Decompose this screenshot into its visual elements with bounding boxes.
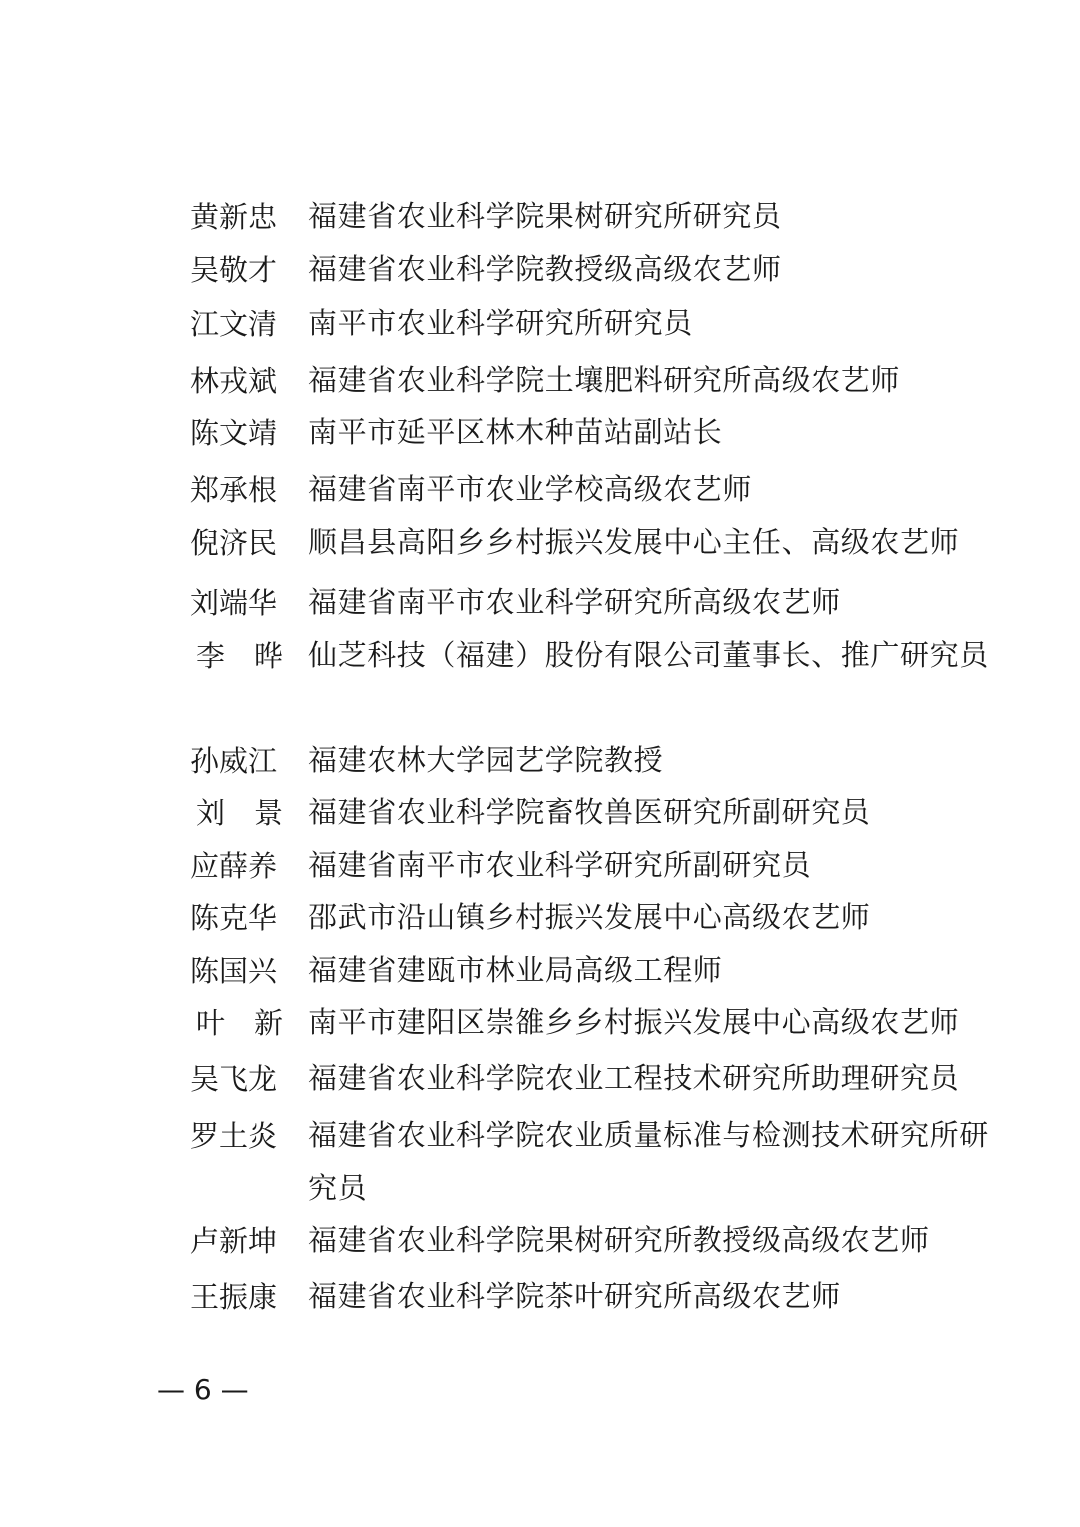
list-item <box>0 846 1080 886</box>
person-name: 王振康 <box>190 1280 278 1314</box>
list-item <box>0 741 1080 781</box>
person-title: 福建省农业科学院土壤肥料研究所高级农艺师 <box>308 363 901 397</box>
person-name: 陈国兴 <box>190 954 278 988</box>
list-item <box>0 413 1080 453</box>
person-name: 江文清 <box>190 307 278 341</box>
list-item <box>0 583 1080 623</box>
person-title: 福建省农业科学院果树研究所教授级高级农艺师 <box>308 1223 930 1257</box>
person-title: 南平市农业科学研究所研究员 <box>308 306 693 340</box>
person-name: 吴飞龙 <box>190 1062 278 1096</box>
person-name: 黄新忠 <box>190 200 278 234</box>
list-item <box>0 793 1080 833</box>
list-item <box>0 898 1080 938</box>
list-item <box>0 361 1080 401</box>
person-title: 福建省南平市农业学校高级农艺师 <box>308 472 753 506</box>
person-name: 叶 新 <box>196 1006 284 1040</box>
list-item <box>0 1116 1080 1205</box>
person-name: 吴敬才 <box>190 253 278 287</box>
person-name: 李 晔 <box>196 639 284 673</box>
list-item <box>0 250 1080 290</box>
person-title: 福建省南平市农业科学研究所副研究员 <box>308 848 812 882</box>
person-name: 陈文靖 <box>190 416 278 450</box>
list-item <box>0 470 1080 510</box>
list-item <box>0 197 1080 237</box>
person-name: 刘端华 <box>190 586 278 620</box>
page-number: — 6 — <box>157 1373 249 1406</box>
list-item <box>0 523 1080 563</box>
list-item <box>0 951 1080 991</box>
person-title: 仙芝科技（福建）股份有限公司董事长、推广研究员 <box>308 638 989 672</box>
list-item <box>0 636 1080 676</box>
person-title: 福建省农业科学院农业质量标准与检测技术研究所研究员 <box>308 1118 989 1205</box>
person-title: 南平市延平区林木种苗站副站长 <box>308 415 723 449</box>
list-item <box>0 1277 1080 1317</box>
person-name: 刘 景 <box>196 796 284 830</box>
person-name: 倪济民 <box>190 526 278 560</box>
list-item <box>0 1059 1080 1099</box>
person-title: 邵武市沿山镇乡村振兴发展中心高级农艺师 <box>308 900 871 934</box>
person-title: 福建农林大学园艺学院教授 <box>308 743 664 777</box>
person-name: 郑承根 <box>190 473 278 507</box>
person-name: 卢新坤 <box>190 1224 278 1258</box>
person-name: 罗土炎 <box>190 1119 278 1153</box>
person-name: 应薛养 <box>190 849 278 883</box>
person-title: 顺昌县高阳乡乡村振兴发展中心主任、高级农艺师 <box>308 525 960 559</box>
person-title: 福建省建瓯市林业局高级工程师 <box>308 953 723 987</box>
person-title: 福建省农业科学院茶叶研究所高级农艺师 <box>308 1279 841 1313</box>
person-title: 福建省农业科学院教授级高级农艺师 <box>308 252 782 286</box>
person-name: 陈克华 <box>190 901 278 935</box>
person-title: 南平市建阳区崇雒乡乡村振兴发展中心高级农艺师 <box>308 1005 960 1039</box>
person-title: 福建省农业科学院畜牧兽医研究所副研究员 <box>308 795 871 829</box>
list-item <box>0 304 1080 344</box>
person-title: 福建省农业科学院农业工程技术研究所助理研究员 <box>308 1061 960 1095</box>
list-item <box>0 1221 1080 1261</box>
person-name: 孙威江 <box>190 744 278 778</box>
person-name: 林戎斌 <box>190 364 278 398</box>
list-item <box>0 1003 1080 1043</box>
person-title: 福建省南平市农业科学研究所高级农艺师 <box>308 585 841 619</box>
person-title: 福建省农业科学院果树研究所研究员 <box>308 199 782 233</box>
